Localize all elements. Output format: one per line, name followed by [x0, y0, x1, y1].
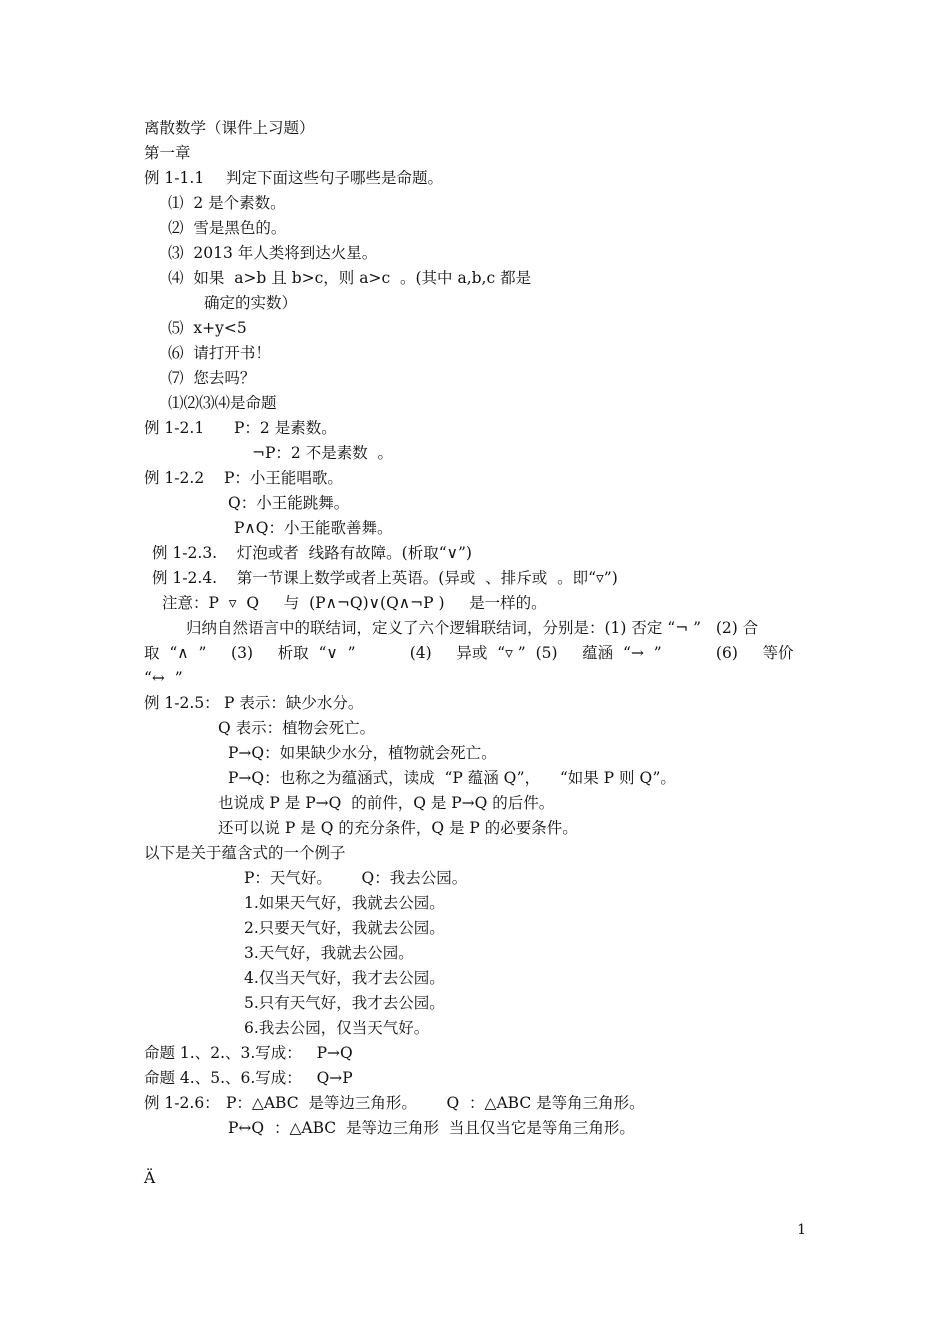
text-line: 命题 4.、5.、6.写成： Q→P: [144, 1069, 353, 1087]
list-item-continuation: 确定的实数）: [204, 294, 298, 312]
summary-line: “↔ ”: [144, 669, 183, 687]
text-line: P→Q：如果缺少水分，植物就会死亡。: [228, 744, 497, 762]
list-item: ⑸ x+y<5: [168, 319, 247, 337]
example-line: 例 1-2.4. 第一节课上数学或者上英语。(异或 、排斥或 。即“▿”): [152, 569, 618, 587]
text-line: P：小王能唱歌。: [224, 469, 343, 487]
text-line: 也说成 P 是 P→Q 的前件，Q 是 P→Q 的后件。: [218, 794, 555, 812]
list-item: 6.我去公园，仅当天气好。: [244, 1019, 430, 1037]
list-item: 3.天气好，我就去公园。: [244, 944, 414, 962]
text-line: Q 表示：植物会死亡。: [218, 719, 376, 737]
example-line: 例 1-2.3. 灯泡或者 线路有故障。(析取“∨”): [152, 544, 472, 562]
list-item: ⑴ 2 是个素数。: [168, 194, 286, 212]
list-item: 2.只要天气好，我就去公园。: [244, 919, 445, 937]
chapter-heading: 第一章: [144, 144, 191, 162]
example-label: 例 1-2.2: [144, 469, 205, 487]
note-line: 注意：P ▿ Q 与 (P∧¬Q)∨(Q∧¬P ) 是一样的。: [162, 594, 547, 612]
example-answer: ⑴⑵⑶⑷是命题: [168, 394, 277, 412]
stray-character: Ä: [144, 1169, 156, 1187]
list-item: ⑵ 雪是黑色的。: [168, 219, 287, 237]
text-line: P：2 是素数。: [234, 419, 337, 437]
list-item: 4.仅当天气好，我才去公园。: [244, 969, 445, 987]
text-line: 还可以说 P 是 Q 的充分条件，Q 是 P 的必要条件。: [218, 819, 578, 837]
text-line: ¬P：2 不是素数 。: [252, 444, 394, 462]
list-item: ⑷ 如果 a>b 且 b>c，则 a>c 。(其中 a,b,c 都是: [168, 269, 532, 287]
list-item: ⑶ 2013 年人类将到达火星。: [168, 244, 378, 262]
list-item: ⑹ 请打开书！: [168, 344, 271, 362]
example-label: 例 1-2.6：: [144, 1094, 220, 1112]
list-item: ⑺ 您去吗？: [168, 369, 256, 387]
text-line: P：天气好。 Q：我去公园。: [244, 869, 468, 887]
example-prompt: 判定下面这些句子哪些是命题。: [226, 169, 444, 187]
text-line: P∧Q：小王能歌善舞。: [234, 519, 393, 537]
text-line: 命题 1.、2.、3.写成： P→Q: [144, 1044, 353, 1062]
list-item: 1.如果天气好，我就去公园。: [244, 894, 445, 912]
text-line: P：△ABC 是等边三角形。 Q ：△ABC 是等角三角形。: [226, 1094, 645, 1112]
document-title: 离散数学（课件上习题）: [144, 119, 315, 137]
summary-line: 取 “∧ ” (3) 析取 “∨ ” (4) 异或 “▿ ” (5) 蕴涵 “→ ” (6) 等价: [144, 644, 794, 662]
text-line: P→Q：也称之为蕴涵式，读成 “P 蕴涵 Q”， “如果 P 则 Q”。: [228, 769, 676, 787]
example-label: 例 1-2.1: [144, 419, 205, 437]
text-line: P 表示：缺少水分。: [224, 694, 364, 712]
example-label: 例 1-1.1: [144, 169, 205, 187]
example-label: 例 1-2.5：: [144, 694, 220, 712]
page-number: 1: [797, 1222, 806, 1238]
section-heading: 以下是关于蕴含式的一个例子: [144, 844, 346, 862]
list-item: 5.只有天气好，我才去公园。: [244, 994, 445, 1012]
summary-line: 归纳自然语言中的联结词，定义了六个逻辑联结词，分别是：(1) 否定 “¬ ” (2) 合: [186, 619, 759, 637]
text-line: P↔Q ：△ABC 是等边三角形 当且仅当它是等角三角形。: [228, 1119, 635, 1137]
text-line: Q：小王能跳舞。: [228, 494, 350, 512]
